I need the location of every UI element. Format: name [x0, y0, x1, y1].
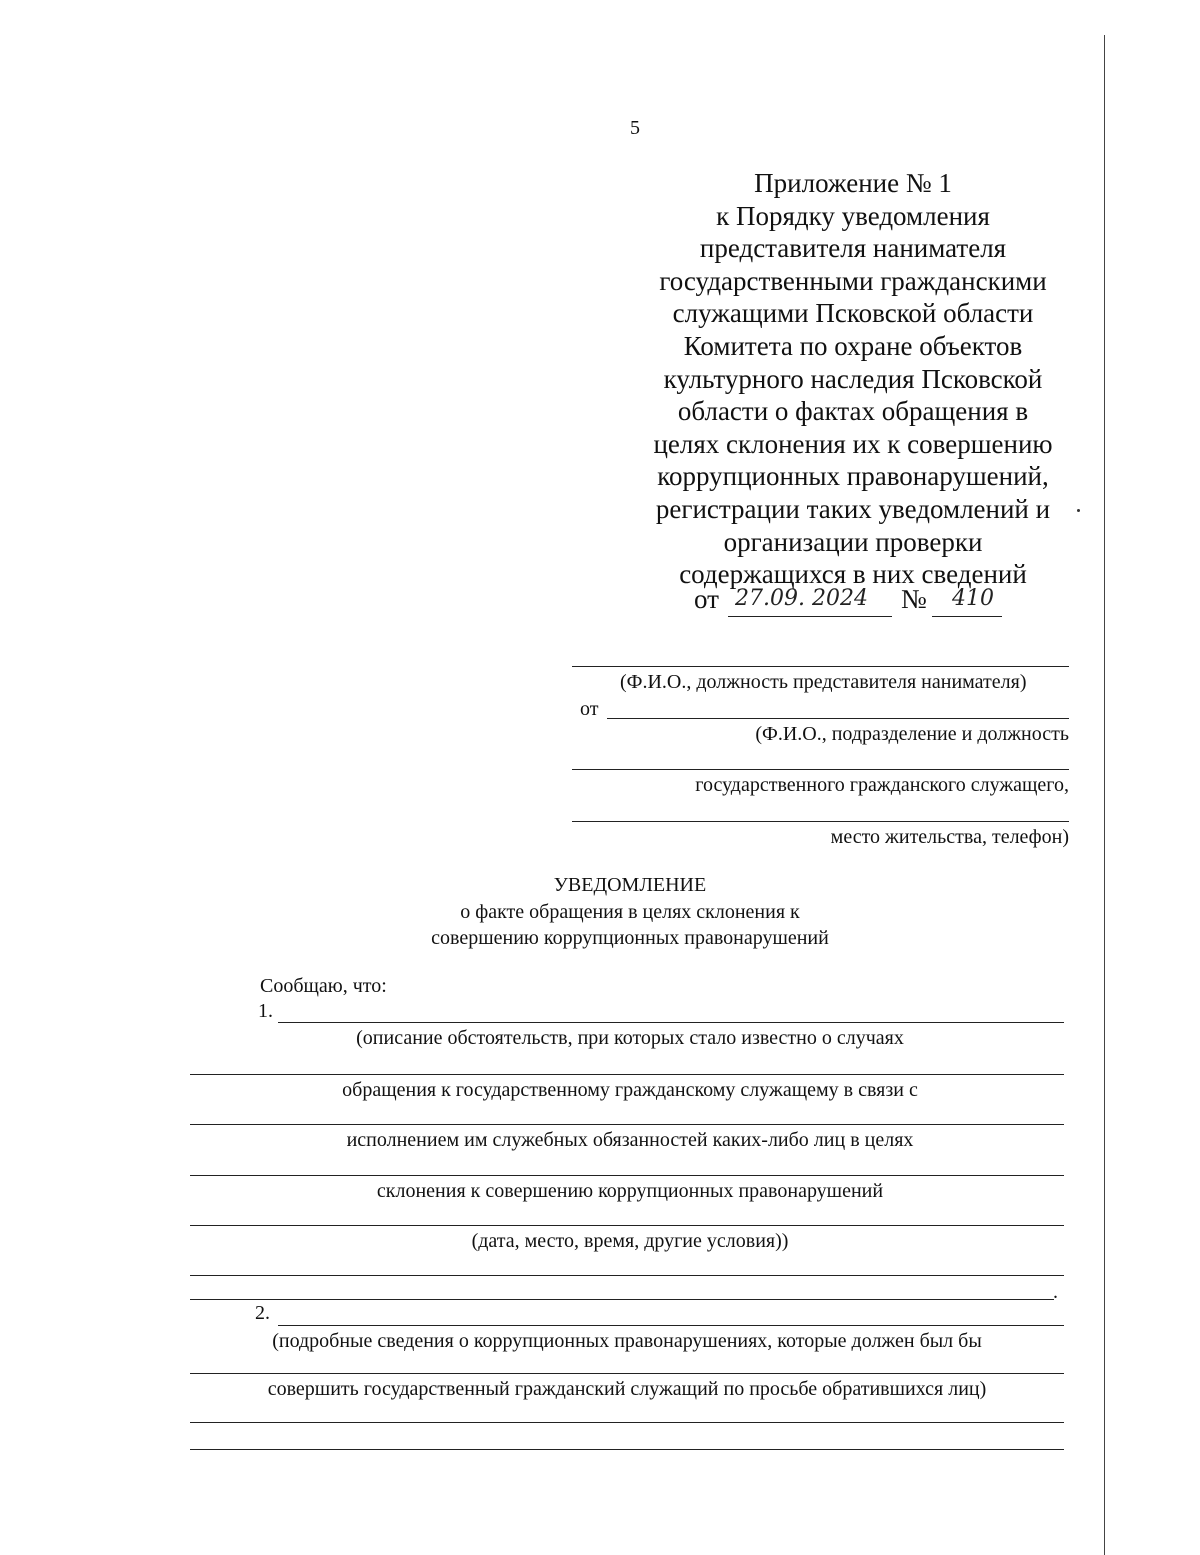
appendix-line: Приложение № 1: [754, 168, 952, 198]
appendix-line: области о фактах обращения в: [677, 396, 1029, 427]
notice-subtitle-1: о факте обращения в целях склонения к: [460, 901, 800, 923]
handwritten-date: 27.09. 2024: [735, 586, 868, 611]
employer-name-line: [572, 666, 1069, 667]
item1-caption-1: (описание обстоятельств, при которых стало известно о случаях: [356, 1027, 904, 1049]
appendix-line: государственными гражданскими: [659, 265, 1047, 296]
scan-speck: [1077, 509, 1080, 512]
item1-caption-3: исполнением им служебных обязанностей каких-либо лиц в целях: [346, 1129, 914, 1151]
item2-line-3: [190, 1422, 1064, 1423]
appendix-line: представителя нанимателя: [699, 233, 1007, 264]
item1-caption-5: (дата, место, время, другие условия)): [471, 1230, 789, 1252]
appendix-line: содержащихся в них сведений: [679, 559, 1027, 590]
caption-employee-1: (Ф.И.О., подразделение и должность: [755, 723, 1069, 745]
item2-caption-2: совершить государственный гражданский служащий по просьбе обратившихся лиц): [267, 1378, 987, 1400]
appendix-line: коррупционных правонарушений,: [657, 461, 1049, 492]
appendix-header: [620, 167, 1086, 591]
item2-caption-1: (подробные сведения о коррупционных правонарушениях, которые должен был бы: [272, 1330, 982, 1352]
appendix-line: к Порядку уведомления: [716, 200, 990, 231]
caption-employee-2: государственного гражданского служащего,: [695, 774, 1069, 796]
notice-subtitle-2: совершению коррупционных правонарушений: [431, 927, 829, 949]
item2-line-1: [278, 1325, 1064, 1326]
employee-name-line: [607, 718, 1069, 719]
appendix-line: служащими Псковской области: [672, 298, 1034, 329]
item1-end-period: .: [1053, 1281, 1058, 1303]
caption-employee-3: место жительства, телефон): [830, 826, 1069, 848]
employee-line-2: [572, 769, 1069, 770]
caption-employer: (Ф.И.О., должность представителя нанимателя): [620, 671, 1027, 693]
item1-line-7: [190, 1299, 1054, 1300]
item1-line-3: [190, 1124, 1064, 1125]
item1-number: 1.: [258, 1000, 273, 1022]
appendix-line: организации проверки: [723, 526, 983, 557]
page-number: 5: [630, 117, 640, 139]
notice-intro: Сообщаю, что:: [260, 975, 387, 997]
item1-line-1: [278, 1022, 1064, 1023]
item1-caption-4: склонения к совершению коррупционных правонарушений: [376, 1180, 884, 1202]
notice-title: УВЕДОМЛЕНИЕ: [553, 874, 707, 896]
appendix-number-label: №: [901, 584, 927, 614]
date-underline: [728, 616, 892, 617]
item2-number: 2.: [255, 1302, 270, 1324]
employee-line-3: [572, 821, 1069, 822]
appendix-line: Комитета по охране объектов: [683, 330, 1023, 361]
item1-line-4: [190, 1175, 1064, 1176]
item1-line-6: [190, 1275, 1064, 1276]
appendix-line: культурного наследия Псковской: [663, 363, 1043, 394]
appendix-line: целях склонения их к совершению: [653, 428, 1053, 459]
page-edge-line: [1104, 35, 1105, 1555]
item1-line-5: [190, 1225, 1064, 1226]
handwritten-number: 410: [952, 586, 994, 611]
appendix-line: регистрации таких уведомлений и: [655, 493, 1051, 524]
addressee-from-label: от: [580, 698, 599, 720]
item2-line-2: [190, 1373, 1064, 1374]
number-underline: [932, 616, 1002, 617]
item1-caption-2: обращения к государственному гражданскому служащему в связи с: [342, 1079, 918, 1101]
item1-line-2: [190, 1074, 1064, 1075]
appendix-from-label: от: [694, 584, 719, 614]
item2-line-4: [190, 1449, 1064, 1450]
